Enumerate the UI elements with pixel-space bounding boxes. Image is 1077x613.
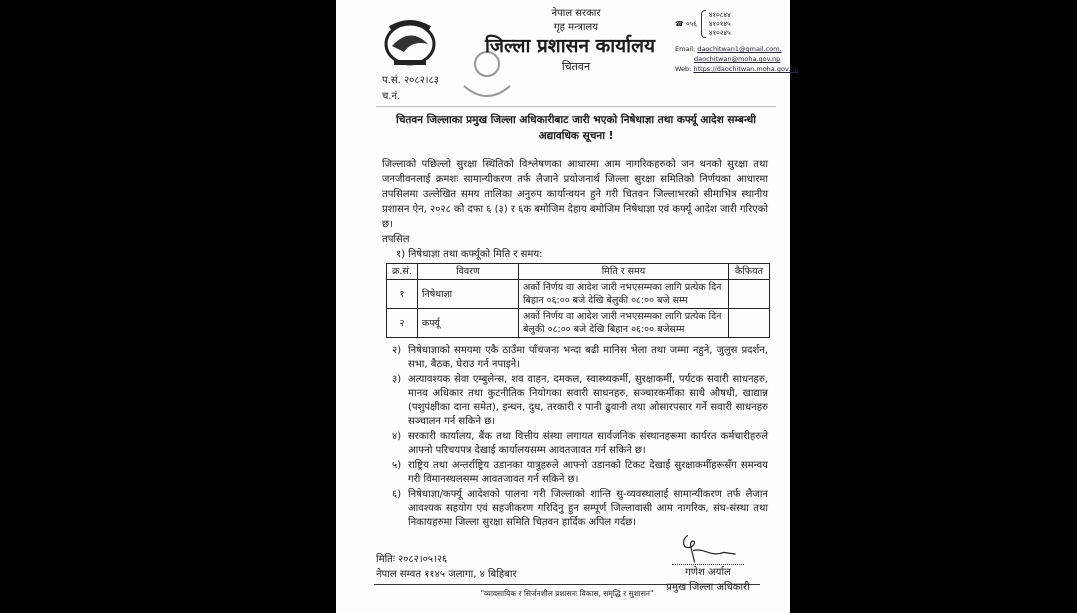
item-number: ६): [392, 489, 402, 500]
phone-code: ☎ ०५६: [675, 19, 697, 28]
signature-icon: [670, 532, 750, 566]
phone-number: ४१०२४५: [708, 28, 731, 37]
footer-block: [376, 538, 768, 595]
website-link[interactable]: https://daochitwan.moha.gov.np: [693, 65, 799, 73]
email-link[interactable]: daochitwan@moha.gov.np: [694, 55, 781, 63]
item-number: ३): [392, 374, 402, 385]
notice-title: [366, 112, 786, 144]
footer-motto: "व्यावसायिक र सिर्जनशील प्रशासनः विकास, समृद्धि र सुशासन": [480, 589, 654, 598]
ministry-name: गृह मन्त्रालय: [553, 22, 599, 33]
brace: [701, 10, 706, 38]
table-row: [387, 309, 770, 338]
intro-paragraph: जिल्लाको पछिल्लो सुरक्षा स्थितिको विश्लेषणका आधारमा आम नागरिकहरुको जन धनको सुरक्षा तथा जनजीवनलाई क्रमशः सामान्यीकरण तर्फ लैजाने प्रयोजनार्थ जिल्ला सुरक्षा समितिको निर्णयका आधारमा तपसिलमा उल्लेखित समय तालिका अनुरुप कार्यान्वयन हुने गरी चितवन जिल्लाभरको सीमाभित्र स्थानीय प्रशासन ऐन, २०२८ को दफा ६ (३) र ६क बमोजिम देहाय बमोजिम निषेधाज्ञा एवं कर्फ्यू आदेश जारी गरिएको छ।: [382, 159, 768, 230]
tapsil-label: तपसिल: [382, 234, 410, 245]
district-name: चितवन: [561, 60, 591, 73]
nepal-emblem-icon: [382, 16, 438, 68]
office-name: जिल्ला प्रशासन कार्यालय: [484, 35, 656, 57]
description-cell: कर्फ्यू: [418, 309, 519, 338]
signatory-title: प्रमुख जिल्ला अधिकारी: [666, 582, 750, 593]
document-page: [336, 0, 799, 613]
list-item: [392, 373, 768, 429]
column-header: क्र.सं.: [387, 264, 418, 280]
time-line: अर्को निर्णय वा आदेश जारी नभएसम्मका लागि प्रत्येक दिन: [523, 282, 722, 293]
serial-cell: १: [387, 280, 418, 309]
time-cell: [519, 309, 729, 338]
footer-divider: [374, 584, 760, 585]
phone-block: [675, 10, 731, 38]
list-item: [392, 488, 768, 530]
item-number: २): [392, 345, 402, 356]
contact-block: [675, 44, 799, 74]
remarks-cell: [729, 280, 770, 309]
nepal-sambat-date: नेपाल सम्वत ११४५ जलागा, ४ बिहिबार: [376, 569, 517, 580]
item-text: सरकारी कार्यालय, बैंक तथा वित्तीय संस्था लगायत सार्वजनिक संस्थानहरूमा कार्यरत कर्मचारीहरुले आफ्नो परिचयपत्र देखाई कार्यालयसम्म आवतजावत गर्न सकिने छ।: [408, 431, 768, 456]
item-text: राष्ट्रिय तथा अन्तर्राष्ट्रिय उडानका यात्रुहरुले आफ्नो उडानको टिकट देखाई सुरक्षाकर्मीहरूसँग समन्वय गरी विमानस्थलसम्म आवतजावत गर्न सकिने छ।: [408, 460, 768, 485]
column-header: विवरण: [418, 264, 519, 280]
schedule-table: [386, 263, 770, 338]
remarks-cell: [729, 309, 770, 338]
phone-number: ४१०१४५: [708, 19, 731, 28]
time-line: अर्को निर्णय वा आदेश जारी नभएसम्मका लागि प्रत्येक दिन: [523, 311, 722, 322]
date: मितिः २०८२।०५।२६: [376, 554, 448, 565]
table-header-row: [387, 264, 770, 280]
dispatch-number: च.नं.: [382, 91, 401, 102]
serial-cell: २: [387, 309, 418, 338]
time-cell: [519, 280, 729, 309]
list-item: [392, 344, 768, 372]
item-text: निषेधाज्ञा/कर्फ्यू आदेशको पालना गरी जिल्लाको शान्ति सु-व्यवस्थालाई सामान्यीकरण तर्फ लैजान आवश्यक सहयोग एवं सहजीकरण गरिदिनु हुन सम्पूर्ण जिल्लावासी आम नागरिक, संघ-संस्था तथा निकायहरुमा जिल्ला सुरक्षा समिति चितवन हार्दिक अपिल गर्दछ।: [408, 489, 768, 528]
time-line: बेलुकी ०८:०० बजे देखि बिहान ०६:०० बजेसम्म: [523, 324, 685, 335]
list-item: [392, 430, 768, 458]
time-line: बिहान ०६:०० बजे देखि बेलुकी ०८:०० बजे सम्म: [523, 295, 688, 306]
phone-list: [709, 11, 731, 38]
item-text: अत्यावश्यक सेवा एम्बुलेन्स, शव वाहन, दमकल, स्वास्थ्यकर्मी, सुरक्षाकर्मी, पर्यटक सवारी साधनहरु, मानव अधिकार तथा कुटनीतिक नियोगका सवारी साधनहरु, सञ्चारकर्मीका साथै औषधी, खाद्यान्न (पशुपंक्षीका दाना समेत), इन्धन, दुध, तरकारी र पानी ढुवानी तथा ओसारपसार गर्ने सवारी साधनहरु सञ्चालन गर्न सकिने छ।: [408, 374, 768, 427]
description-cell: निषेधाज्ञा: [418, 280, 519, 309]
table-row: [387, 280, 770, 309]
header-divider: [376, 106, 776, 107]
column-header: कैफियत: [729, 264, 770, 280]
item-1-heading: १) निषेधाज्ञा तथा कर्फ्यूको मिति र समय:: [396, 249, 543, 260]
notice-body: [376, 157, 768, 595]
email-label: Email:: [675, 45, 696, 53]
item-number: ४): [392, 431, 402, 442]
signatory-name: गणेश अर्याल: [685, 567, 731, 578]
reference-number: प.सं. २०८२।८३: [382, 75, 439, 86]
item-number: ५): [392, 460, 402, 471]
web-label: Web:: [675, 65, 692, 73]
notice-title-line: चितवन जिल्लाका प्रमुख जिल्ला अधिकारीबाट जारी भएको निषेधाज्ञा तथा कर्फ्यू आदेश सम्बन्धी: [395, 114, 757, 126]
column-header: मिति र समय: [519, 264, 729, 280]
date-block: [376, 538, 517, 582]
item-text: निषेधाज्ञाको समयमा एकै ठाउँमा पाँचजना भन्दा बढी मानिस भेला तथा जम्मा नहुने, जुलुस प्रदर्शन, सभा, बैठक, घेराउ गर्न नपाइने।: [408, 345, 768, 370]
signature-block: [648, 538, 768, 595]
notice-title-line: अद्यावधिक सूचना !: [538, 130, 614, 142]
email-link[interactable]: daochitwan1@gmail.com,: [697, 45, 782, 53]
phone-number: ४१०८४४: [708, 10, 731, 19]
government-name: नेपाल सरकार: [551, 8, 601, 19]
list-item: [392, 459, 768, 487]
